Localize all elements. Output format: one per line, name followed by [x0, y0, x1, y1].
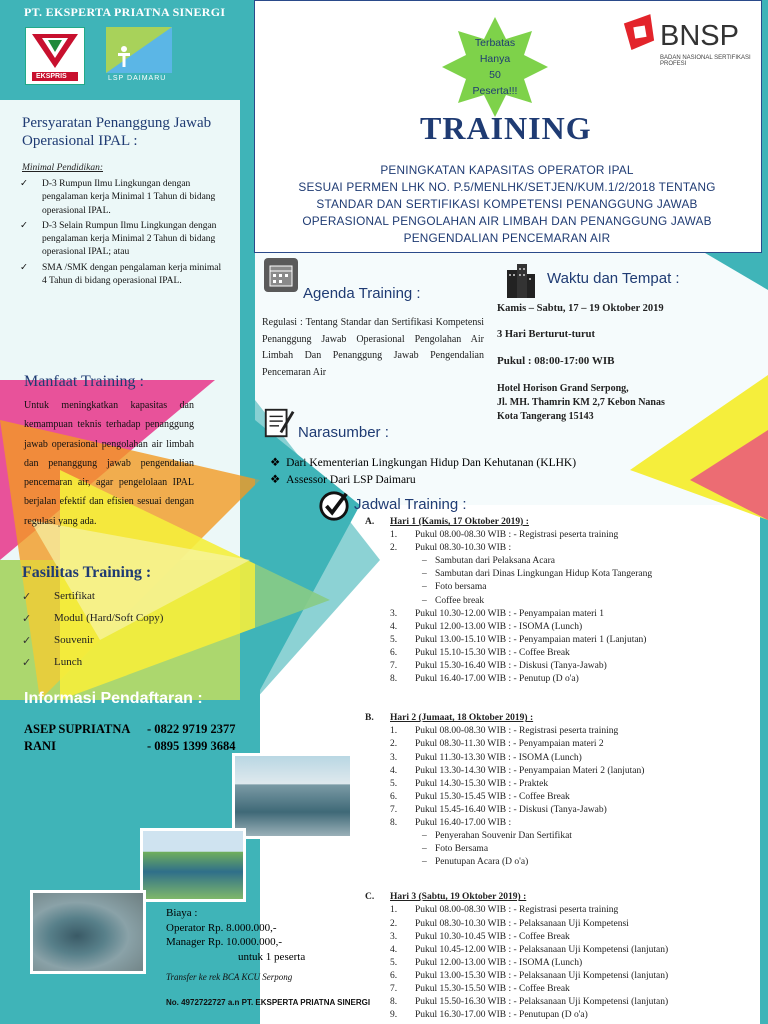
- venue-line: Jl. MH. Thamrin KM 2,7 Kebon Nanas: [497, 397, 665, 408]
- event-time: Pukul : 08:00-17:00 WIB: [497, 355, 615, 367]
- schedule-row: [365, 931, 755, 944]
- row-text: Pukul 15.30-16.40 WIB : - Diskusi (Tanya-Jawab): [415, 661, 607, 672]
- list-item: [22, 612, 163, 634]
- venue-line: Hotel Horison Grand Serpong,: [497, 383, 629, 394]
- document-icon: [262, 406, 296, 445]
- benefit-text: Untuk meningkatkan kapasitas dan kemampuan teknis terhadap penanggung jawab operasional pengolahan air limbah dan penanggung jawab pengendalian pencemaran air, agar pengelolaan IPAL berjalan efektif dan efisien sesuai dengan regulasi yang ada.: [24, 400, 194, 527]
- row-number: 2.: [390, 739, 398, 750]
- registration-title: Informasi Pendaftaran :: [24, 690, 203, 707]
- list-item: [22, 590, 163, 612]
- headline: [262, 162, 752, 247]
- row-number: –: [422, 595, 427, 606]
- row-number: 2.: [390, 543, 398, 554]
- schedule-row: [365, 957, 755, 970]
- requirements-title: Persyaratan Penanggung Jawab Operasional IPAL :: [22, 115, 212, 149]
- schedule-row: [365, 555, 755, 568]
- headline-line: SESUAI PERMEN LHK NO. P.5/MENLHK/SETJEN/KUM.1/2/2018 TENTANG: [298, 180, 716, 194]
- check-icon: ✓: [22, 635, 32, 647]
- contact-1-name: ASEP SUPRIATNA: [24, 722, 131, 736]
- headline-line: PENINGKATAN KAPASITAS OPERATOR IPAL: [380, 163, 634, 177]
- badge-line: Hanya: [479, 53, 511, 65]
- schedule-row: [365, 765, 755, 778]
- schedule-row: [365, 608, 755, 621]
- row-text: Penutupan Acara (D o'a): [435, 857, 529, 868]
- requirement-text: D-3 Rumpun Ilmu Lingkungan dengan pengalaman kerja Minimal 1 Tahun di bidang operasional IPAL.: [42, 179, 216, 216]
- facility-text: Sertifikat: [54, 590, 95, 602]
- schedule-row: [365, 996, 755, 1009]
- row-text: Pukul 14.30-15.30 WIB : - Praktek: [415, 778, 549, 789]
- fees-label: Biaya :: [166, 907, 198, 919]
- schedule-row: [365, 918, 755, 931]
- schedule-row: [365, 843, 755, 856]
- headline-line: PENGENDALIAN PENCEMARAN AIR: [403, 231, 611, 245]
- list-item: [22, 634, 163, 656]
- list-item: [270, 455, 576, 472]
- row-text: Pukul 15.30-15.50 WIB : - Coffee Break: [415, 984, 570, 994]
- contact-2-phone[interactable]: - 0895 1399 3684: [147, 739, 236, 753]
- row-text: Penyerahan Souvenir Dan Sertifikat: [435, 831, 572, 842]
- lsp-daimaru-logo: [104, 27, 174, 85]
- schedule-day-heading: [365, 891, 755, 904]
- schedule-row: [365, 791, 755, 804]
- waktu-title: Waktu dan Tempat :: [547, 270, 680, 287]
- badge-line: Peserta!!!: [472, 85, 518, 97]
- schedule-row: [365, 634, 755, 647]
- building-icon: [503, 262, 537, 303]
- schedule-row: [365, 970, 755, 983]
- row-number: 1.: [390, 530, 398, 541]
- calendar-icon: [264, 258, 298, 292]
- narasumber-title: Narasumber :: [298, 424, 389, 441]
- row-number: 8.: [390, 674, 398, 685]
- check-icon: ✓: [22, 613, 32, 625]
- row-number: 4.: [390, 621, 398, 632]
- row-text: Pukul 08.00-08.30 WIB : - Registrasi peserta training: [415, 530, 619, 541]
- facilities-title: Fasilitas Training :: [22, 564, 152, 581]
- schedule-row: [365, 660, 755, 673]
- row-text: Pukul 10.30-10.45 WIB : - Coffee Break: [415, 931, 570, 942]
- row-text: Coffee break: [435, 595, 485, 606]
- row-text: Pukul 12.00-13.00 WIB : - ISOMA (Lunch): [415, 957, 583, 968]
- row-text: Pukul 08.00-08.30 WIB : - Registrasi peserta training: [415, 726, 619, 737]
- row-text: Pukul 13.00-15.10 WIB : - Penyampaian materi 1 (Lanjutan): [415, 634, 647, 645]
- schedule-row: [365, 752, 755, 765]
- contact-2-name: RANI: [24, 739, 56, 753]
- row-number: 3.: [390, 608, 398, 619]
- headline-line: STANDAR DAN SERTIFIKASI KOMPETENSI PENANGGUNG JAWAB: [316, 197, 698, 211]
- row-number: 6.: [390, 791, 398, 802]
- row-text: Pukul 10.45-12.00 WIB : - Pelaksanaan Uji Kompetensi (lanjutan): [415, 944, 669, 955]
- event-duration: 3 Hari Berturut-turut: [497, 329, 595, 340]
- row-number: –: [422, 857, 427, 868]
- row-text: Pukul 15.45-16.40 WIB : - Diskusi (Tanya-Jawab): [415, 804, 607, 815]
- schedule-row: [365, 542, 755, 555]
- requirements-list: [20, 178, 225, 290]
- row-number: 6.: [390, 647, 398, 658]
- row-number: –: [422, 582, 427, 593]
- row-number: 9.: [390, 1010, 398, 1021]
- bnsp-logo: [622, 14, 656, 57]
- ipal-photo-2: [140, 828, 246, 902]
- check-icon: ✓: [22, 591, 32, 603]
- schedule: [365, 516, 755, 1022]
- schedule-row: [365, 568, 755, 581]
- schedule-row: [365, 830, 755, 843]
- ekspris-logo: [25, 27, 85, 85]
- event-date: Kamis – Sabtu, 17 – 19 Oktober 2019: [497, 303, 664, 314]
- row-number: 2.: [390, 918, 398, 929]
- bank-account: No. 4972722727 a.n PT. EKSPERTA PRIATNA SINERGI: [166, 998, 371, 1007]
- row-text: Sambutan dari Pelaksana Acara: [435, 556, 556, 567]
- schedule-row: [365, 595, 755, 608]
- day-letter: C.: [365, 892, 375, 903]
- transfer-info: Transfer ke rek BCA KCU Serpong: [166, 972, 293, 982]
- schedule-day-heading: [365, 712, 755, 725]
- row-number: 7.: [390, 661, 398, 672]
- diamond-bullet-icon: ❖: [270, 457, 281, 469]
- row-text: Pukul 13.00-15.30 WIB : - Pelaksanaan Uji Kompetensi (lanjutan): [415, 970, 669, 981]
- schedule-row: [365, 804, 755, 817]
- row-text: Pukul 16.30-17.00 WIB : - Penutupan (D o'a): [415, 1010, 588, 1021]
- row-text: Pukul 13.30-14.30 WIB : - Penyampaian Materi 2 (lanjutan): [415, 765, 645, 776]
- speaker-text: Dari Kementerian Lingkungan Hidup Dan Kehutanan (KLHK): [286, 457, 577, 469]
- row-text: Pukul 08.30-11.30 WIB : - Penyampaian materi 2: [415, 739, 604, 750]
- row-number: 7.: [390, 804, 398, 815]
- ipal-photo-1: [232, 753, 353, 839]
- row-text: Pukul 08.30-10.30 WIB : - Pelaksanaan Uji Kompetensi: [415, 918, 629, 929]
- agenda-text: Regulasi : Tentang Standar dan Sertifikasi Kompetensi Penanggung Jawab Operasional Pengolahan Air Limbah Dan Penanggung Jawab Pengendalian Pencemaran Air: [262, 317, 484, 378]
- facility-text: Souvenir: [54, 634, 94, 646]
- row-text: Pukul 08.30-10.30 WIB :: [415, 543, 512, 554]
- row-number: 1.: [390, 726, 398, 737]
- requirement-text: D-3 Selain Rumpun Ilmu Lingkungan dengan pengalaman kerja Minimal 2 Tahun di bidang operasional IPAL; atau: [42, 220, 217, 258]
- row-text: Pukul 15.30-15.45 WIB : - Coffee Break: [415, 791, 570, 802]
- diamond-bullet-icon: ❖: [270, 474, 281, 486]
- bnsp-subtitle: BADAN NASIONAL SERTIFIKASI PROFESI: [660, 55, 751, 67]
- row-number: 8.: [390, 997, 398, 1008]
- speaker-text: Assessor Dari LSP Daimaru: [286, 474, 416, 486]
- row-text: Pukul 16.40-17.00 WIB : - Penutup (D o'a): [415, 674, 579, 685]
- schedule-row: [365, 778, 755, 791]
- fees: [166, 906, 305, 964]
- schedule-row: [365, 621, 755, 634]
- day-label: Hari 2 (Jumaat, 18 Oktober 2019) :: [390, 713, 534, 724]
- jadwal-title: Jadwal Training :: [354, 496, 467, 513]
- row-number: 4.: [390, 944, 398, 955]
- list-item: [270, 472, 576, 486]
- schedule-row: [365, 1009, 755, 1022]
- row-number: 7.: [390, 984, 398, 994]
- schedule-row: [365, 983, 755, 996]
- waktu-details: [497, 303, 757, 424]
- schedule-row: [365, 817, 755, 830]
- facility-text: Modul (Hard/Soft Copy): [54, 612, 164, 624]
- requirement-text: SMA /SMK dengan pengalaman kerja minimal 4 Tahun di bidang operasional IPAL.: [42, 262, 222, 287]
- row-text: Sambutan dari Dinas Lingkungan Hidup Kota Tangerang: [435, 569, 653, 580]
- schedule-row: [365, 725, 755, 738]
- row-text: Foto bersama: [435, 582, 487, 593]
- contact-1-phone[interactable]: - 0822 9719 2377: [147, 722, 236, 736]
- day-letter: B.: [365, 713, 374, 724]
- badge-line: 50: [489, 69, 501, 81]
- row-text: Pukul 10.30-12.00 WIB : - Penyampaian materi 1: [415, 608, 605, 619]
- check-icon: ✓: [20, 179, 28, 189]
- speakers-list: [270, 455, 576, 486]
- schedule-row: [365, 673, 755, 686]
- day-label: Hari 1 (Kamis, 17 Oktober 2019) :: [390, 517, 529, 527]
- headline-line: OPERASIONAL PENGOLAHAN AIR LIMBAH DAN PENANGGUNG JAWAB: [302, 214, 712, 228]
- facilities-list: [22, 590, 163, 678]
- schedule-row: [365, 856, 755, 869]
- schedule-day-heading: [365, 516, 755, 529]
- row-number: –: [422, 844, 427, 855]
- row-text: Pukul 15.10-15.30 WIB : - Coffee Break: [415, 647, 570, 658]
- schedule-row: [365, 904, 755, 917]
- schedule-row: [365, 647, 755, 660]
- row-number: –: [422, 556, 427, 567]
- fee-operator: Operator Rp. 8.000.000,-: [166, 921, 277, 934]
- row-text: Pukul 15.50-16.30 WIB : - Pelaksanaan Uji Kompetensi (lanjutan): [415, 997, 669, 1008]
- main-title: TRAINING: [420, 110, 592, 146]
- row-number: 5.: [390, 634, 398, 645]
- row-number: 5.: [390, 778, 398, 789]
- company-name: PT. EKSPERTA PRIATNA SINERGI: [24, 5, 226, 19]
- bnsp-name: BNSP: [660, 20, 739, 52]
- list-item: [20, 262, 225, 289]
- fee-per-participant: untuk 1 peserta: [238, 950, 306, 963]
- row-number: –: [422, 831, 427, 842]
- check-icon: ✓: [22, 657, 32, 669]
- benefit-title: Manfaat Training :: [24, 373, 144, 390]
- list-item: [20, 178, 225, 218]
- row-text: Pukul 16.40-17.00 WIB :: [415, 817, 512, 828]
- check-icon: ✓: [20, 220, 28, 231]
- row-text: Pukul 11.30-13.30 WIB : - ISOMA (Lunch): [415, 752, 582, 763]
- row-text: Pukul 08.00-08.30 WIB : - Registrasi peserta training: [415, 905, 619, 916]
- row-number: 3.: [390, 931, 398, 942]
- row-number: 4.: [390, 765, 398, 776]
- badge-line: Terbatas: [474, 37, 516, 49]
- requirements-subtitle: Minimal Pendidikan:: [22, 163, 103, 173]
- fee-manager: Manager Rp. 10.000.000,-: [166, 936, 283, 948]
- row-number: –: [422, 569, 427, 580]
- row-number: 3.: [390, 752, 398, 763]
- facility-text: Lunch: [54, 656, 83, 668]
- schedule-row: [365, 738, 755, 751]
- row-number: 8.: [390, 817, 398, 828]
- lsp-daimaru-logo-text: LSP DAIMARU: [108, 75, 167, 82]
- badge-text: [440, 35, 550, 99]
- list-item: [20, 220, 225, 260]
- row-number: 5.: [390, 957, 398, 968]
- row-number: 1.: [390, 905, 398, 916]
- list-item: [22, 656, 163, 678]
- day-letter: A.: [365, 517, 375, 527]
- agenda-title: Agenda Training :: [303, 285, 421, 302]
- row-text: Foto Bersama: [435, 844, 489, 855]
- row-number: 6.: [390, 970, 398, 981]
- ipal-photo-3: [30, 890, 146, 974]
- ekspris-logo-text: EKSPRIS: [36, 73, 67, 80]
- checkmark-circle-icon: [318, 490, 350, 527]
- schedule-row: [365, 944, 755, 957]
- check-icon: ✓: [20, 262, 28, 273]
- venue-line: Kota Tangerang 15143: [497, 411, 594, 422]
- row-text: Pukul 12.00-13.00 WIB : - ISOMA (Lunch): [415, 621, 583, 632]
- day-label: Hari 3 (Sabtu, 19 Oktober 2019) :: [390, 892, 527, 903]
- schedule-row: [365, 529, 755, 542]
- schedule-row: [365, 581, 755, 594]
